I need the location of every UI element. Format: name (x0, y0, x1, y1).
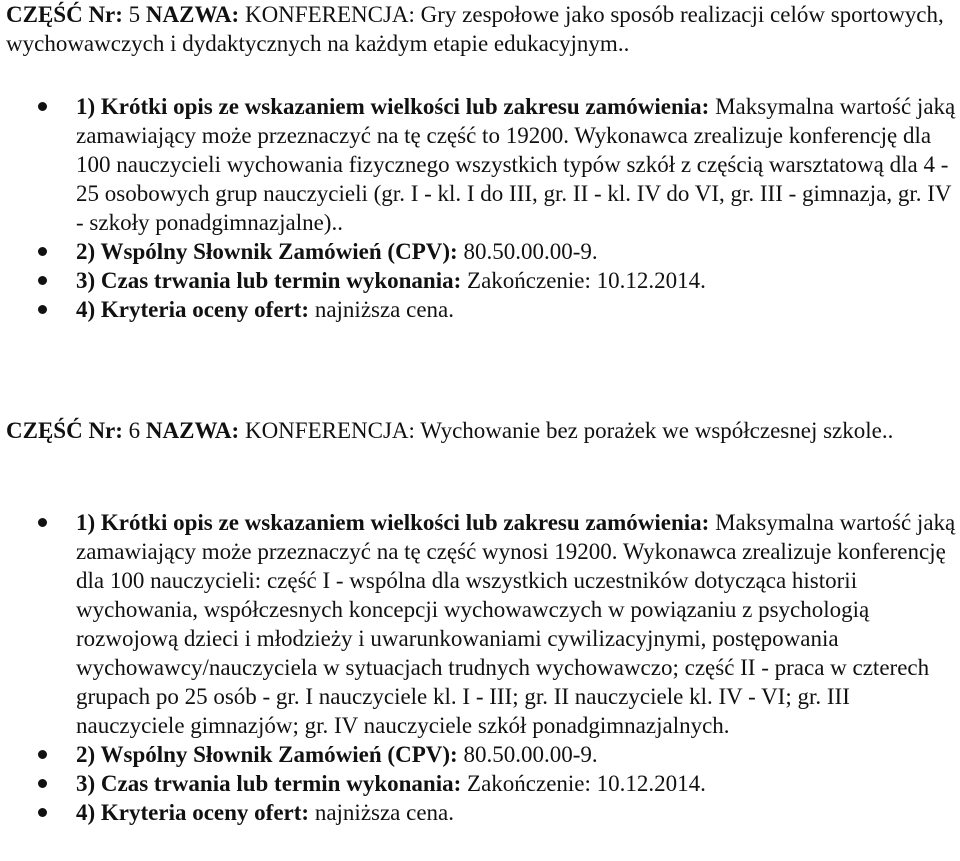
item-text: Maksymalna wartość jaką zamawiający może przeznaczyć na tę część wynosi 19200. Wykonawca zrealizuje konferencję dla 100 nauczycieli: część I - wspólna dla wszystkich uczestników dotycząca historii wychowania, współczesnych koncepcji wychowawczych w powiązaniu z psychologią rozwojową dzieci i młodzieży i uwarunkowaniami cywilizacyjnymi, postępowania wychowawcy/nauczyciela w sytuacjach trudnych wychowawczo; część II - praca w czterech grupach po 25 osób - gr. I nauczyciele kl. I - III; gr. II nauczyciele kl. IV - VI; gr. III nauczyciele gimnazjów; gr. IV nauczyciele szkół ponadgimnazjalnych. (76, 510, 956, 738)
part-6-details-list (0, 508, 958, 827)
item-text: najniższa cena. (309, 297, 455, 322)
bullet-icon (38, 305, 47, 314)
part-5-name: KONFERENCJA: Gry zespołowe jako sposób realizacji celów sportowych, wychowawczych i dydaktycznych na każdym etapie edukacyjnym.. (6, 2, 944, 56)
part-5-duration-item (0, 266, 958, 295)
item-label: 3) Czas trwania lub termin wykonania: (76, 771, 462, 796)
item-label: 4) Kryteria oceny ofert: (76, 297, 310, 322)
bullet-icon (38, 247, 47, 256)
bullet-icon (38, 102, 47, 111)
part-5-heading (6, 0, 956, 58)
part-6-name: KONFERENCJA: Wychowanie bez porażek we współczesnej szkole.. (239, 418, 894, 443)
item-label: 1) Krótki opis ze wskazaniem wielkości lub zakresu zamówienia: (76, 510, 710, 535)
bullet-icon (38, 779, 47, 788)
part-5-description-item (0, 92, 958, 237)
item-label: 4) Kryteria oceny ofert: (76, 800, 310, 825)
item-label: 1) Krótki opis ze wskazaniem wielkości lub zakresu zamówienia: (76, 94, 710, 119)
part-6-heading (6, 416, 956, 445)
part-5-criteria-item (0, 295, 958, 324)
part-6-cpv-item (0, 740, 958, 769)
part-6-label: CZĘŚĆ Nr: (6, 418, 123, 443)
part-5-details-list (0, 92, 958, 324)
item-text: Maksymalna wartość jaką zamawiający może przeznaczyć na tę część to 19200. Wykonawca zrealizuje konferencję dla 100 nauczycieli wychowania fizycznego wszystkich typów szkół z częścią warsztatową dla 4 - 25 osobowych grup nauczycieli (gr. I - kl. I do III, gr. II - kl. IV do VI, gr. III - gimnazja, gr. IV - szkoły ponadgimnazjalne).. (76, 94, 956, 235)
item-text: Zakończenie: 10.12.2014. (461, 771, 706, 796)
part-6-description-item (0, 508, 958, 740)
part-5-number: 5 (122, 2, 146, 27)
item-label: 3) Czas trwania lub termin wykonania: (76, 268, 462, 293)
bullet-icon (38, 808, 47, 817)
part-5-name-label: NAZWA: (145, 2, 240, 27)
bullet-icon (38, 750, 47, 759)
bullet-icon (38, 518, 47, 527)
item-text: Zakończenie: 10.12.2014. (461, 268, 706, 293)
item-text: najniższa cena. (309, 800, 455, 825)
item-label: 2) Wspólny Słownik Zamówień (CPV): (76, 239, 458, 264)
part-5-cpv-item (0, 237, 958, 266)
part-6-name-label: NAZWA: (145, 418, 240, 443)
item-label: 2) Wspólny Słownik Zamówień (CPV): (76, 742, 458, 767)
item-text: 80.50.00.00-9. (457, 239, 598, 264)
part-5-label: CZĘŚĆ Nr: (6, 2, 123, 27)
bullet-icon (38, 276, 47, 285)
part-6-number: 6 (122, 418, 146, 443)
part-6-duration-item (0, 769, 958, 798)
item-text: 80.50.00.00-9. (457, 742, 598, 767)
part-6-criteria-item (0, 798, 958, 827)
